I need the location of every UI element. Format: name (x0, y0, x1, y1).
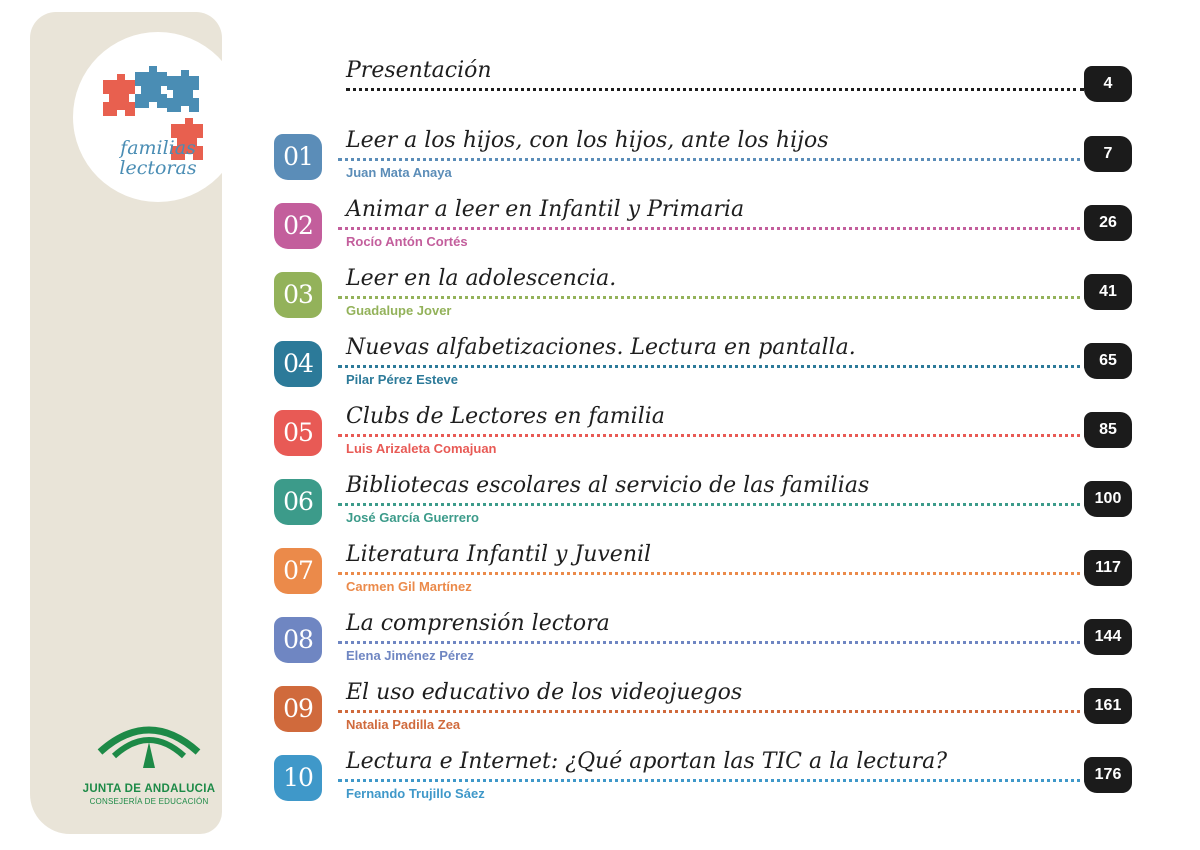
toc-author: Pilar Pérez Esteve (346, 372, 459, 387)
toc-row-chapter[interactable] (270, 473, 1140, 539)
dotted-leader (338, 779, 1088, 782)
chapter-number-badge: 01 (274, 134, 322, 180)
toc-title: Leer en la adolescencia. (346, 266, 617, 291)
chapter-number-badge: 02 (274, 203, 322, 249)
dotted-leader (346, 88, 1084, 91)
dotted-leader (338, 365, 1088, 368)
toc-row-intro[interactable] (270, 58, 1140, 124)
chapter-number-badge: 07 (274, 548, 322, 594)
page-number-badge: 4 (1084, 66, 1132, 102)
dotted-leader (338, 641, 1088, 644)
page-number-badge: 26 (1084, 205, 1132, 241)
page-number-badge: 85 (1084, 412, 1132, 448)
toc-author: Carmen Gil Martínez (346, 579, 472, 594)
page-number-badge: 100 (1084, 481, 1132, 517)
toc-row-chapter[interactable] (270, 680, 1140, 746)
toc-title: Nuevas alfabetizaciones. Lectura en pantalla. (346, 335, 856, 360)
dotted-leader (338, 572, 1088, 575)
familias-lectoras-logo (73, 32, 243, 202)
toc-author: Luis Arizaleta Comajuan (346, 441, 497, 456)
toc-row-chapter[interactable] (270, 542, 1140, 608)
toc-row-chapter[interactable] (270, 749, 1140, 815)
toc-author: Juan Mata Anaya (346, 165, 452, 180)
dotted-leader (338, 158, 1088, 161)
junta-arches-icon (94, 712, 204, 772)
page-number-badge: 41 (1084, 274, 1132, 310)
toc-title: Leer a los hijos, con los hijos, ante los hijos (346, 128, 829, 153)
page-number-badge: 117 (1084, 550, 1132, 586)
dotted-leader (338, 227, 1088, 230)
toc-title: El uso educativo de los videojuegos (346, 680, 743, 705)
page-number-badge: 144 (1084, 619, 1132, 655)
toc-row-chapter[interactable] (270, 128, 1140, 194)
dotted-leader (338, 503, 1088, 506)
chapter-number-badge: 09 (274, 686, 322, 732)
toc-title: Presentación (346, 58, 492, 83)
dotted-leader (338, 710, 1088, 713)
page-number-badge: 176 (1084, 757, 1132, 793)
toc-author: Elena Jiménez Pérez (346, 648, 474, 663)
chapter-number-badge: 06 (274, 479, 322, 525)
logo-text-line1: familias (120, 137, 196, 159)
toc-author: Rocío Antón Cortés (346, 234, 468, 249)
chapter-number-badge: 10 (274, 755, 322, 801)
toc-title: Literatura Infantil y Juvenil (346, 542, 652, 567)
toc-author: Guadalupe Jover (346, 303, 452, 318)
toc-title: Animar a leer en Infantil y Primaria (346, 197, 745, 222)
chapter-number-badge: 03 (274, 272, 322, 318)
toc-row-chapter[interactable] (270, 266, 1140, 332)
dotted-leader (338, 434, 1088, 437)
sidebar-panel (30, 12, 222, 834)
institution-name: JUNTA DE ANDALUCIA (82, 783, 216, 795)
toc-title: Bibliotecas escolares al servicio de las familias (346, 473, 870, 498)
chapter-number-badge: 08 (274, 617, 322, 663)
toc-row-chapter[interactable] (270, 335, 1140, 401)
toc-row-chapter[interactable] (270, 197, 1140, 263)
toc-row-chapter[interactable] (270, 611, 1140, 677)
page-number-badge: 161 (1084, 688, 1132, 724)
dotted-leader (338, 296, 1088, 299)
toc-title: Clubs de Lectores en familia (346, 404, 665, 429)
institution-department: CONSEJERÍA DE EDUCACIÓN (89, 797, 209, 806)
junta-andalucia-logo (74, 712, 224, 806)
toc-author: José García Guerrero (346, 510, 479, 525)
logo-text-line2: lectoras (119, 157, 197, 179)
toc-author: Natalia Padilla Zea (346, 717, 461, 732)
page-number-badge: 7 (1084, 136, 1132, 172)
toc-row-chapter[interactable] (270, 404, 1140, 470)
chapter-number-badge: 04 (274, 341, 322, 387)
toc-title: Lectura e Internet: ¿Qué aportan las TIC a la lectura? (346, 749, 948, 774)
toc-author: Fernando Trujillo Sáez (346, 786, 485, 801)
page-number-badge: 65 (1084, 343, 1132, 379)
toc-title: La comprensión lectora (346, 611, 610, 636)
chapter-number-badge: 05 (274, 410, 322, 456)
